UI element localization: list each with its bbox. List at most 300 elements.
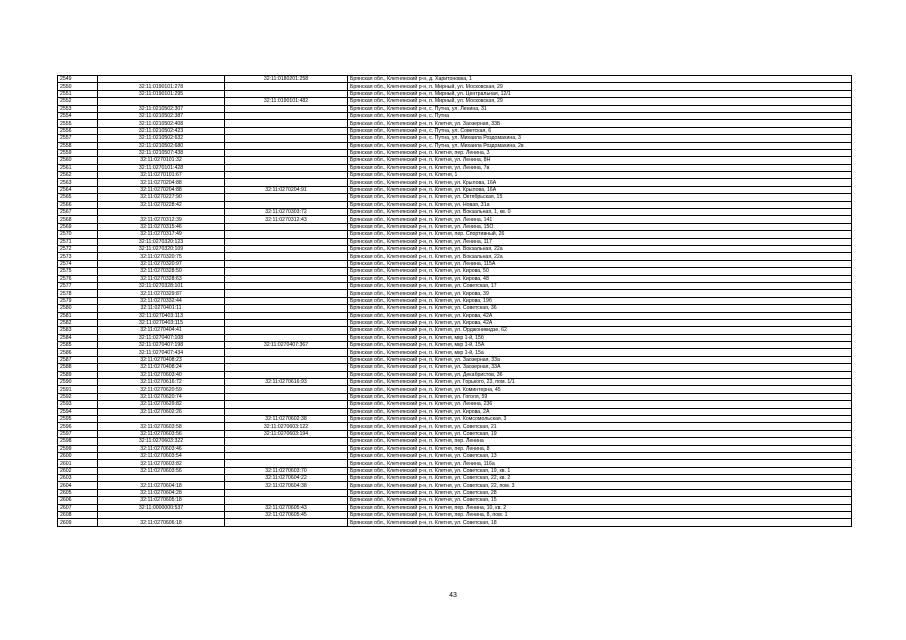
address-cell: Брянская обл., Клетнянский р-н, с. Путна, ул. Советская, 6 (348, 127, 852, 134)
row-number-cell: 2581 (58, 312, 98, 319)
row-number-cell: 2558 (58, 142, 98, 149)
row-number-cell: 2579 (58, 297, 98, 304)
row-number-cell: 2597 (58, 430, 98, 437)
address-cell: Брянская обл., Клетнянский р-н, п. Клетня, ул. Советская, 22, кв. 2 (348, 475, 852, 482)
cadastral-number-cell: 32:11:0270320:123 (98, 238, 225, 245)
related-cadastral-number-cell (225, 460, 348, 467)
related-cadastral-number-cell: 32:11:0270604:22 (225, 475, 348, 482)
related-cadastral-number-cell (225, 275, 348, 282)
table-row (58, 76, 852, 83)
related-cadastral-number-cell (225, 408, 348, 415)
table-row (58, 438, 852, 445)
cadastral-number-cell: 32:11:0270328:50 (98, 268, 225, 275)
row-number-cell: 2578 (58, 290, 98, 297)
table-row (58, 452, 852, 459)
cadastral-number-cell: 32:11:0270629:82 (98, 401, 225, 408)
cadastral-number-cell: 32:11:0270204:88 (98, 186, 225, 193)
address-cell: Брянская обл., Клетнянский р-н, п. Клетня, ул. Кирова, 48 (348, 275, 852, 282)
table-row (58, 238, 852, 245)
table-row (58, 253, 852, 260)
related-cadastral-number-cell (225, 245, 348, 252)
cadastral-number-cell: 32:11:0270329:87 (98, 290, 225, 297)
cadastral-number-cell: 32:11:0210507:438 (98, 149, 225, 156)
cadastral-number-cell: 32:11:0270312:39 (98, 216, 225, 223)
address-cell: Брянская обл., Клетнянский р-н, п. Клетня, пер. Спортивный, 26 (348, 231, 852, 238)
cadastral-number-cell: 32:11:0270204:88 (98, 179, 225, 186)
address-cell: Брянская обл., Клетнянский р-н, с. Путна, ул. Михаила Роздомахина, 3 (348, 135, 852, 142)
cadastral-number-cell: 32:11:0270320:75 (98, 253, 225, 260)
address-cell: Брянская обл., Клетнянский р-н, п. Клетня, ул. Советская, 17 (348, 282, 852, 289)
cadastral-number-cell: 32:11:0270328:63 (98, 275, 225, 282)
cadastral-number-cell: 32:11:0270328:101 (98, 282, 225, 289)
address-cell: Брянская обл., Клетнянский р-н, п. Клетня, ул. Советская, 13 (348, 452, 852, 459)
row-number-cell: 2565 (58, 194, 98, 201)
table-row (58, 489, 852, 496)
address-cell: Брянская обл., Клетнянский р-н, п. Мирный, ул. Московская, 29 (348, 98, 852, 105)
table-row (58, 356, 852, 363)
row-number-cell: 2572 (58, 245, 98, 252)
row-number-cell: 2600 (58, 452, 98, 459)
address-cell: Брянская обл., Клетнянский р-н, п. Клетня, ул. Кирова, 42А (348, 319, 852, 326)
related-cadastral-number-cell (225, 231, 348, 238)
address-cell: Брянская обл., Клетнянский р-н, п. Клетня, мкр 1-й, 15б (348, 334, 852, 341)
cadastral-number-cell: 32:11:0270603:322 (98, 438, 225, 445)
cadastral-number-cell: 32:11:0210502:408 (98, 120, 225, 127)
related-cadastral-number-cell (225, 519, 348, 526)
table-row (58, 194, 852, 201)
table-row (58, 482, 852, 489)
address-cell: Брянская обл., Клетнянский р-н, с. Путна, ул. Михаила Роздомахина, 2в (348, 142, 852, 149)
table-row (58, 319, 852, 326)
table-row (58, 112, 852, 119)
row-number-cell: 2551 (58, 90, 98, 97)
cadastral-number-cell: 32:11:0270603:46 (98, 445, 225, 452)
related-cadastral-number-cell (225, 179, 348, 186)
cadastral-number-cell: 32:11:0210502:387 (98, 112, 225, 119)
cadastral-number-cell: 32:11:0000000:537 (98, 504, 225, 511)
related-cadastral-number-cell (225, 497, 348, 504)
row-number-cell: 2605 (58, 489, 98, 496)
address-cell: Брянская обл., Клетнянский р-н, п. Клетня, ул. Ленина, 8Н (348, 157, 852, 164)
address-cell: Брянская обл., Клетнянский р-н, п. Клетня, ул. Вокзальная, 22а (348, 253, 852, 260)
related-cadastral-number-cell (225, 297, 348, 304)
related-cadastral-number-cell (225, 327, 348, 334)
address-cell: Брянская обл., Клетнянский р-н, п. Клетня, пер. Ленина, 8, пом. 1 (348, 512, 852, 519)
cadastral-number-cell: 32:11:0270606:18 (98, 519, 225, 526)
row-number-cell: 2549 (58, 76, 98, 83)
table-row (58, 209, 852, 216)
table-row (58, 364, 852, 371)
table-row (58, 504, 852, 511)
address-cell: Брянская обл., Клетнянский р-н, п. Мирный, ул. Московская, 29 (348, 83, 852, 90)
address-cell: Брянская обл., Клетнянский р-н, п. Клетня, ул. Коминтерна, 45 (348, 386, 852, 393)
table-row (58, 164, 852, 171)
related-cadastral-number-cell (225, 253, 348, 260)
cadastral-number-cell: 32:11:0270315:46 (98, 223, 225, 230)
table-row (58, 297, 852, 304)
table-row (58, 245, 852, 252)
registry-table (57, 75, 852, 527)
table-row (58, 223, 852, 230)
address-cell: Брянская обл., Клетнянский р-н, п. Клетня, ул. Советская, 21 (348, 423, 852, 430)
related-cadastral-number-cell (225, 386, 348, 393)
related-cadastral-number-cell (225, 349, 348, 356)
row-number-cell: 2583 (58, 327, 98, 334)
row-number-cell: 2592 (58, 393, 98, 400)
table-row (58, 467, 852, 474)
address-cell: Брянская обл., Клетнянский р-н, п. Клетня, ул. Заозерная, 33Б (348, 120, 852, 127)
cadastral-number-cell: 32:11:0190101:295 (98, 90, 225, 97)
table-row (58, 415, 852, 422)
related-cadastral-number-cell (225, 438, 348, 445)
address-cell: Брянская обл., Клетнянский р-н, п. Клетня, ул. Советская, 28 (348, 489, 852, 496)
registry-table-body (58, 76, 852, 527)
address-cell: Брянская обл., Клетнянский р-н, п. Клетня, пер. Ленина, 8 (348, 445, 852, 452)
related-cadastral-number-cell (225, 223, 348, 230)
cadastral-number-cell: 32:11:0270320:109 (98, 245, 225, 252)
table-row (58, 179, 852, 186)
cadastral-number-cell: 32:11:0270332:44 (98, 297, 225, 304)
row-number-cell: 2598 (58, 438, 98, 445)
address-cell: Брянская обл., Клетнянский р-н, п. Клетня, ул. Новая, 31а (348, 201, 852, 208)
related-cadastral-number-cell (225, 149, 348, 156)
row-number-cell: 2601 (58, 460, 98, 467)
address-cell: Брянская обл., Клетнянский р-н, п. Клетня, ул. Заозерная, 33а (348, 356, 852, 363)
cadastral-number-cell: 32:11:0270603:56 (98, 430, 225, 437)
related-cadastral-number-cell (225, 127, 348, 134)
table-row (58, 83, 852, 90)
row-number-cell: 2568 (58, 216, 98, 223)
related-cadastral-number-cell (225, 112, 348, 119)
table-row (58, 512, 852, 519)
row-number-cell: 2603 (58, 475, 98, 482)
row-number-cell: 2582 (58, 319, 98, 326)
table-row (58, 275, 852, 282)
address-cell: Брянская обл., Клетнянский р-н, п. Клетня, ул. Вокзальная, 22а (348, 245, 852, 252)
related-cadastral-number-cell: 32:11:0270603:122 (225, 423, 348, 430)
cadastral-number-cell: 32:11:0270603:82 (98, 460, 225, 467)
row-number-cell: 2602 (58, 467, 98, 474)
cadastral-number-cell: 32:11:0270401:11 (98, 305, 225, 312)
row-number-cell: 2559 (58, 149, 98, 156)
related-cadastral-number-cell: 32:11:0270603:70 (225, 467, 348, 474)
address-cell: Брянская обл., Клетнянский р-н, п. Клетня, ул. Заозерная, 33А (348, 364, 852, 371)
row-number-cell: 2555 (58, 120, 98, 127)
row-number-cell: 2584 (58, 334, 98, 341)
cadastral-number-cell: 32:11:0210502:423 (98, 127, 225, 134)
row-number-cell: 2604 (58, 482, 98, 489)
cadastral-number-cell: 32:11:0270620:74 (98, 393, 225, 400)
related-cadastral-number-cell (225, 371, 348, 378)
related-cadastral-number-cell (225, 120, 348, 127)
address-cell: Брянская обл., Клетнянский р-н, п. Клетня, ул. Орджоникидзе, 62 (348, 327, 852, 334)
cadastral-number-cell: 32:11:0270227:90 (98, 194, 225, 201)
row-number-cell: 2585 (58, 342, 98, 349)
cadastral-number-cell: 32:11:0270603:40 (98, 371, 225, 378)
related-cadastral-number-cell (225, 135, 348, 142)
cadastral-number-cell: 32:11:0210502:632 (98, 135, 225, 142)
cadastral-number-cell: 32:11:0270616:72 (98, 379, 225, 386)
related-cadastral-number-cell (225, 305, 348, 312)
cadastral-number-cell: 32:11:0270603:58 (98, 423, 225, 430)
cadastral-number-cell: 32:11:0270408:23 (98, 356, 225, 363)
row-number-cell: 2566 (58, 201, 98, 208)
table-row (58, 401, 852, 408)
related-cadastral-number-cell (225, 334, 348, 341)
address-cell: Брянская обл., Клетнянский р-н, п. Клетня, ул. Советская, 15 (348, 497, 852, 504)
related-cadastral-number-cell: 32:11:0190101:482 (225, 98, 348, 105)
address-cell: Брянская обл., Клетнянский р-н, п. Клетня, ул. Гоголя, 59 (348, 393, 852, 400)
table-row (58, 305, 852, 312)
table-row (58, 497, 852, 504)
related-cadastral-number-cell: 32:11:0270303:72 (225, 209, 348, 216)
row-number-cell: 2564 (58, 186, 98, 193)
related-cadastral-number-cell (225, 238, 348, 245)
row-number-cell: 2561 (58, 164, 98, 171)
table-row (58, 408, 852, 415)
row-number-cell: 2606 (58, 497, 98, 504)
cadastral-number-cell: 32:11:0210502:680 (98, 142, 225, 149)
related-cadastral-number-cell (225, 489, 348, 496)
cadastral-number-cell: 32:11:0270101:428 (98, 164, 225, 171)
row-number-cell: 2571 (58, 238, 98, 245)
cadastral-number-cell: 32:11:0270605:18 (98, 497, 225, 504)
table-row (58, 290, 852, 297)
cadastral-number-cell: 32:11:0270228:42 (98, 201, 225, 208)
row-number-cell: 2557 (58, 135, 98, 142)
cadastral-number-cell: 32:11:0270407:108 (98, 334, 225, 341)
table-row (58, 430, 852, 437)
row-number-cell: 2563 (58, 179, 98, 186)
address-cell: Брянская обл., Клетнянский р-н, п. Клетня, ул. Горького, 23, пом. 1/1 (348, 379, 852, 386)
related-cadastral-number-cell: 32:11:0270407:367 (225, 342, 348, 349)
row-number-cell: 2554 (58, 112, 98, 119)
table-row (58, 386, 852, 393)
address-cell: Брянская обл., Клетнянский р-н, п. Клетня, ул. Советская, 22, пом. 3 (348, 482, 852, 489)
table-row (58, 379, 852, 386)
related-cadastral-number-cell: 32:11:0270204:91 (225, 186, 348, 193)
address-cell: Брянская обл., Клетнянский р-н, с. Путна (348, 112, 852, 119)
cadastral-number-cell: 32:11:0210502:307 (98, 105, 225, 112)
table-row (58, 282, 852, 289)
address-cell: Брянская обл., Клетнянский р-н, п. Клетня, ул. Вокзальная, 1, кв. 0 (348, 209, 852, 216)
related-cadastral-number-cell (225, 83, 348, 90)
related-cadastral-number-cell (225, 319, 348, 326)
related-cadastral-number-cell (225, 105, 348, 112)
address-cell: Брянская обл., Клетнянский р-н, п. Клетня, ул. Кирова, 42А (348, 312, 852, 319)
table-row (58, 201, 852, 208)
cadastral-number-cell: 32:11:0270408:24 (98, 364, 225, 371)
related-cadastral-number-cell: 32:11:0270616:93 (225, 379, 348, 386)
related-cadastral-number-cell (225, 90, 348, 97)
table-row (58, 342, 852, 349)
row-number-cell: 2599 (58, 445, 98, 452)
table-row (58, 519, 852, 526)
address-cell: Брянская обл., Клетнянский р-н, п. Клетня, мкр 1-й, 15А (348, 342, 852, 349)
address-cell: Брянская обл., Клетнянский р-н, п. Клетня, ул. Кирова, 50 (348, 268, 852, 275)
cadastral-number-cell: 32:11:0270101:67 (98, 172, 225, 179)
table-row (58, 445, 852, 452)
address-cell: Брянская обл., Клетнянский р-н, п. Клетня, мкр 1-й, 15а (348, 349, 852, 356)
cadastral-number-cell (98, 209, 225, 216)
cadastral-number-cell (98, 475, 225, 482)
address-cell: Брянская обл., Клетнянский р-н, п. Клетня, пер. Ленина (348, 438, 852, 445)
row-number-cell: 2560 (58, 157, 98, 164)
address-cell: Брянская обл., Клетнянский р-н, п. Мирный, ул. Центральная, 12/1 (348, 90, 852, 97)
table-row (58, 460, 852, 467)
related-cadastral-number-cell (225, 164, 348, 171)
row-number-cell: 2589 (58, 371, 98, 378)
table-row (58, 260, 852, 267)
related-cadastral-number-cell (225, 282, 348, 289)
related-cadastral-number-cell: 32:11:0270603:194 (225, 430, 348, 437)
cadastral-number-cell: 32:11:0270602:26 (98, 408, 225, 415)
table-row (58, 268, 852, 275)
table-row (58, 105, 852, 112)
related-cadastral-number-cell (225, 401, 348, 408)
row-number-cell: 2586 (58, 349, 98, 356)
row-number-cell: 2588 (58, 364, 98, 371)
table-row (58, 371, 852, 378)
cadastral-number-cell: 32:11:0270317:49 (98, 231, 225, 238)
related-cadastral-number-cell (225, 194, 348, 201)
address-cell: Брянская обл., Клетнянский р-н, п. Клетня, пер. Ленина, 10, кв. 2 (348, 504, 852, 511)
cadastral-number-cell: 32:11:0270403:113 (98, 312, 225, 319)
related-cadastral-number-cell (225, 393, 348, 400)
address-cell: Брянская обл., Клетнянский р-н, п. Клетня, ул. Ленина, 7в (348, 164, 852, 171)
row-number-cell: 2607 (58, 504, 98, 511)
table-row (58, 334, 852, 341)
table-row (58, 142, 852, 149)
related-cadastral-number-cell (225, 312, 348, 319)
row-number-cell: 2593 (58, 401, 98, 408)
row-number-cell: 2580 (58, 305, 98, 312)
address-cell: Брянская обл., Клетнянский р-н, п. Клетня, ул. Советская, 36 (348, 305, 852, 312)
related-cadastral-number-cell (225, 290, 348, 297)
cadastral-number-cell: 32:11:0270403:115 (98, 319, 225, 326)
address-cell: Брянская обл., Клетнянский р-н, п. Клетня, ул. Кирова, 19б (348, 297, 852, 304)
cadastral-number-cell: 32:11:0270603:54 (98, 452, 225, 459)
address-cell: Брянская обл., Клетнянский р-н, п. Клетня, 1 (348, 172, 852, 179)
page-number: 43 (449, 592, 457, 599)
address-cell: Брянская обл., Клетнянский р-н, п. Клетня, ул. Крылова, 16А (348, 179, 852, 186)
row-number-cell: 2594 (58, 408, 98, 415)
row-number-cell: 2608 (58, 512, 98, 519)
table-row (58, 120, 852, 127)
address-cell: Брянская обл., Клетнянский р-н, п. Клетня, ул. Ленина, 116а (348, 460, 852, 467)
address-cell: Брянская обл., Клетнянский р-н, п. Клетня, ул. Советская, 18 (348, 519, 852, 526)
related-cadastral-number-cell (225, 260, 348, 267)
row-number-cell: 2591 (58, 386, 98, 393)
row-number-cell: 2567 (58, 209, 98, 216)
row-number-cell: 2575 (58, 268, 98, 275)
related-cadastral-number-cell (225, 356, 348, 363)
cadastral-number-cell: 32:11:0270320:97 (98, 260, 225, 267)
address-cell: Брянская обл., Клетнянский р-н, п. Клетня, ул. Ленина, 236 (348, 401, 852, 408)
row-number-cell: 2553 (58, 105, 98, 112)
table-row (58, 90, 852, 97)
table-row (58, 393, 852, 400)
cadastral-number-cell: 32:11:0270603:56 (98, 467, 225, 474)
row-number-cell: 2552 (58, 98, 98, 105)
related-cadastral-number-cell: 32:11:0270604:38 (225, 482, 348, 489)
cadastral-number-cell: 32:11:0270407:434 (98, 349, 225, 356)
cadastral-number-cell: 32:11:0270101:32 (98, 157, 225, 164)
cadastral-number-cell: 32:11:0270620:59 (98, 386, 225, 393)
address-cell: Брянская обл., Клетнянский р-н, с. Путна, ул. Ленина, 31 (348, 105, 852, 112)
row-number-cell: 2574 (58, 260, 98, 267)
address-cell: Брянская обл., Клетнянский р-н, п. Клетня, ул. Ленина, 141 (348, 216, 852, 223)
related-cadastral-number-cell: 32:11:0270602:38 (225, 415, 348, 422)
cadastral-number-cell: 32:11:0270407:198 (98, 342, 225, 349)
related-cadastral-number-cell (225, 142, 348, 149)
row-number-cell: 2587 (58, 356, 98, 363)
address-cell: Брянская обл., Клетнянский р-н, д. Харитоновка, 1 (348, 76, 852, 83)
cadastral-number-cell (98, 512, 225, 519)
related-cadastral-number-cell (225, 201, 348, 208)
address-cell: Брянская обл., Клетнянский р-н, п. Клетня, ул. Кирова, 39 (348, 290, 852, 297)
related-cadastral-number-cell (225, 452, 348, 459)
related-cadastral-number-cell (225, 445, 348, 452)
address-cell: Брянская обл., Клетнянский р-н, п. Клетня, ул. Ленина, 115А (348, 260, 852, 267)
table-row (58, 475, 852, 482)
cadastral-number-cell: 32:11:0190101:278 (98, 83, 225, 90)
address-cell: Брянская обл., Клетнянский р-н, п. Клетня, ул. Крылова, 16А (348, 186, 852, 193)
table-row (58, 98, 852, 105)
related-cadastral-number-cell: 32:11:0270312:43 (225, 216, 348, 223)
related-cadastral-number-cell: 32:11:0270605:45 (225, 512, 348, 519)
related-cadastral-number-cell: 32:11:0270605:43 (225, 504, 348, 511)
table-row (58, 231, 852, 238)
related-cadastral-number-cell (225, 364, 348, 371)
cadastral-number-cell (98, 415, 225, 422)
address-cell: Брянская обл., Клетнянский р-н, п. Клетня, ул. Советская, 19, кв. 1 (348, 467, 852, 474)
table-row (58, 127, 852, 134)
table-row (58, 149, 852, 156)
cadastral-number-cell (98, 76, 225, 83)
row-number-cell: 2550 (58, 83, 98, 90)
address-cell: Брянская обл., Клетнянский р-н, п. Клетня, ул. Ленина, 15О (348, 223, 852, 230)
related-cadastral-number-cell (225, 157, 348, 164)
related-cadastral-number-cell (225, 268, 348, 275)
row-number-cell: 2596 (58, 423, 98, 430)
row-number-cell: 2573 (58, 253, 98, 260)
row-number-cell: 2562 (58, 172, 98, 179)
row-number-cell: 2609 (58, 519, 98, 526)
table-row (58, 312, 852, 319)
table-row (58, 216, 852, 223)
row-number-cell: 2576 (58, 275, 98, 282)
address-cell: Брянская обл., Клетнянский р-н, п. Клетня, ул. Декабристов, 36 (348, 371, 852, 378)
row-number-cell: 2570 (58, 231, 98, 238)
cadastral-number-cell: 32:11:0270404:41 (98, 327, 225, 334)
row-number-cell: 2556 (58, 127, 98, 134)
table-row (58, 186, 852, 193)
address-cell: Брянская обл., Клетнянский р-н, п. Клетня, ул. Комсомольская, 3 (348, 415, 852, 422)
row-number-cell: 2590 (58, 379, 98, 386)
table-row (58, 157, 852, 164)
cadastral-number-cell: 32:11:0270604:28 (98, 489, 225, 496)
address-cell: Брянская обл., Клетнянский р-н, п. Клетня, пер. Ленина, 3 (348, 149, 852, 156)
related-cadastral-number-cell (225, 172, 348, 179)
cadastral-number-cell: 32:11:0270604:18 (98, 482, 225, 489)
table-row (58, 423, 852, 430)
row-number-cell: 2577 (58, 282, 98, 289)
cadastral-number-cell (98, 98, 225, 105)
row-number-cell: 2595 (58, 415, 98, 422)
table-row (58, 172, 852, 179)
table-row (58, 135, 852, 142)
